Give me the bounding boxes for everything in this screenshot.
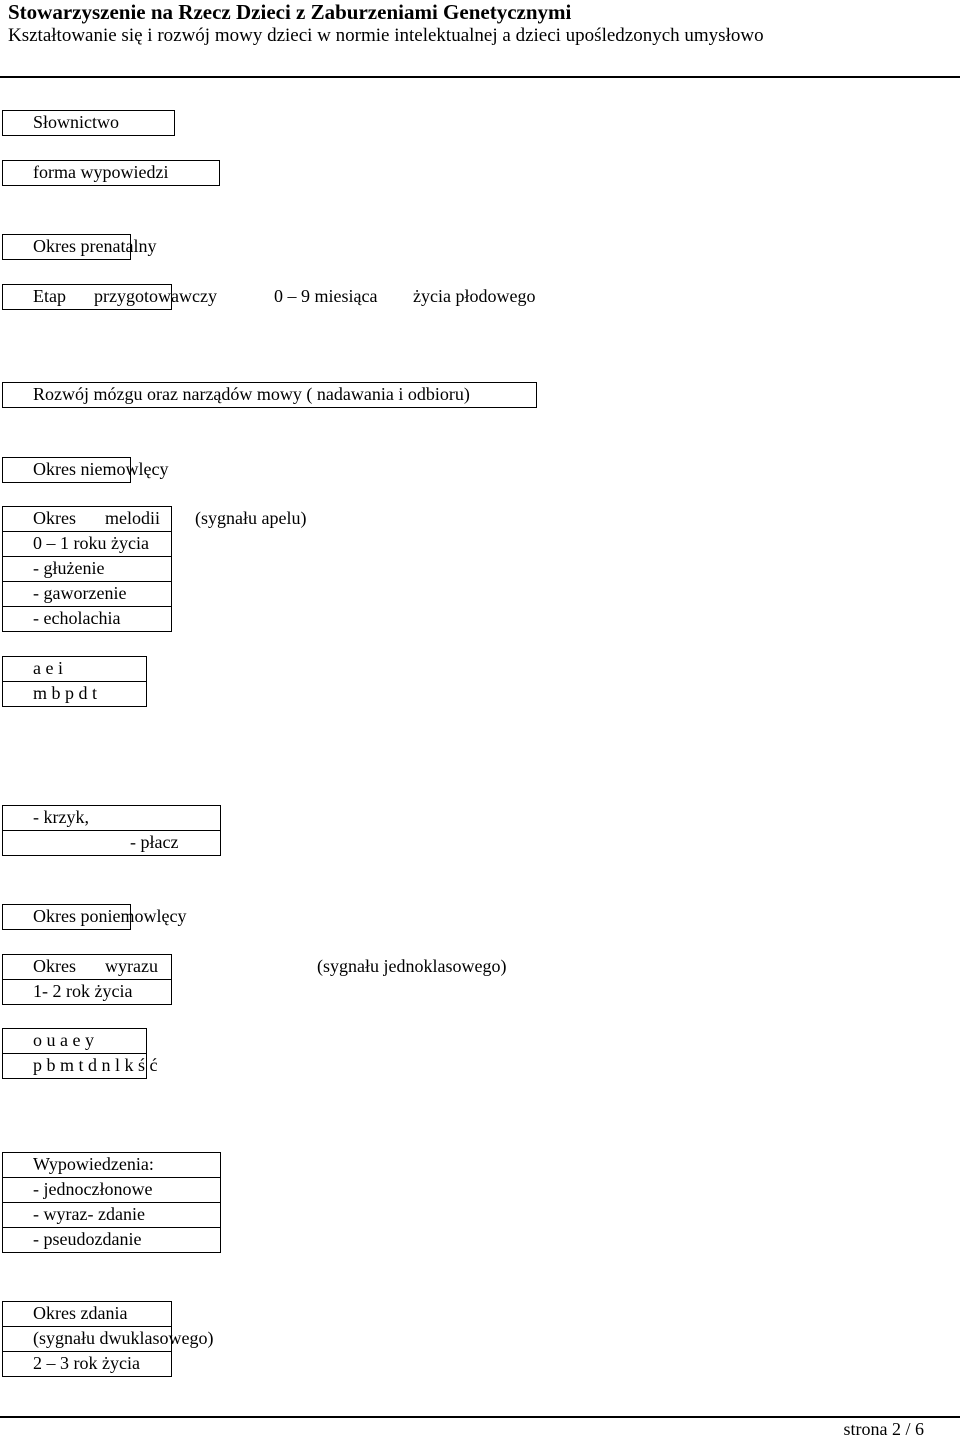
- wyrazu-label: wyrazu: [105, 956, 158, 976]
- krzyk-box-2: [2, 830, 221, 856]
- poniemowlecy-label: Okres poniemowlęcy: [33, 906, 187, 926]
- header-rule: [0, 76, 960, 78]
- zdania-line: Okres zdania: [33, 1303, 128, 1323]
- niemowlecy-label: Okres niemowlęcy: [33, 459, 169, 479]
- melodii-line: 0 – 1 roku życia: [33, 533, 149, 553]
- wypowiedzenia-line: - pseudozdanie: [33, 1229, 142, 1249]
- sounds1-box-1: [2, 656, 147, 682]
- przygotowawczy-label: przygotowawczy: [94, 286, 217, 306]
- melodii-okres-label: Okres: [33, 508, 76, 528]
- melodii-label: melodii: [105, 508, 160, 528]
- melodii-line: - echolachia: [33, 608, 121, 628]
- forma-label: forma wypowiedzi: [33, 162, 169, 182]
- sygnal-apelu-label: (sygnału apelu): [195, 508, 307, 528]
- wyrazu-line2: 1- 2 rok życia: [33, 981, 133, 1001]
- melodii-line: - głużenie: [33, 558, 105, 578]
- wyrazu-okres-label: Okres: [33, 956, 76, 976]
- melodii-line: - gaworzenie: [33, 583, 127, 603]
- page-number: strona 2 / 6: [843, 1419, 924, 1439]
- sounds2-line: p b m t d n l k ś ć: [33, 1055, 158, 1075]
- wypowiedzenia-line: - jednoczłonowe: [33, 1179, 153, 1199]
- etap-label: Etap: [33, 286, 66, 306]
- prenatal-label: Okres prenatalny: [33, 236, 157, 256]
- placz-label: - płacz: [130, 832, 179, 852]
- sounds1-line: a e i: [33, 658, 63, 678]
- footer-rule: [0, 1416, 960, 1418]
- sounds1-line: m b p d t: [33, 683, 98, 703]
- wypowiedzenia-line: - wyraz- zdanie: [33, 1204, 145, 1224]
- slownictwo-label: Słownictwo: [33, 112, 120, 132]
- wypowiedzenia-line: Wypowiedzenia:: [33, 1154, 154, 1174]
- zycia-plodowego-label: życia płodowego: [413, 286, 536, 306]
- sygnal-jedno-label: (sygnału jednoklasowego): [317, 956, 507, 976]
- header-title: Stowarzyszenie na Rzecz Dzieci z Zaburzeniami Genetycznymi: [8, 0, 572, 24]
- sounds2-line: o u a e y: [33, 1030, 94, 1050]
- miesiace-label: 0 – 9 miesiąca: [274, 286, 378, 306]
- zdania-line: (sygnału dwuklasowego): [33, 1328, 214, 1348]
- zdania-line: 2 – 3 rok życia: [33, 1353, 140, 1373]
- rozwoj-label: Rozwój mózgu oraz narządów mowy ( nadawania i odbioru): [33, 384, 470, 404]
- krzyk-label: - krzyk,: [33, 807, 89, 827]
- header-subtitle: Kształtowanie się i rozwój mowy dzieci w normie intelektualnej a dzieci upośledzonych umysłowo: [8, 25, 764, 46]
